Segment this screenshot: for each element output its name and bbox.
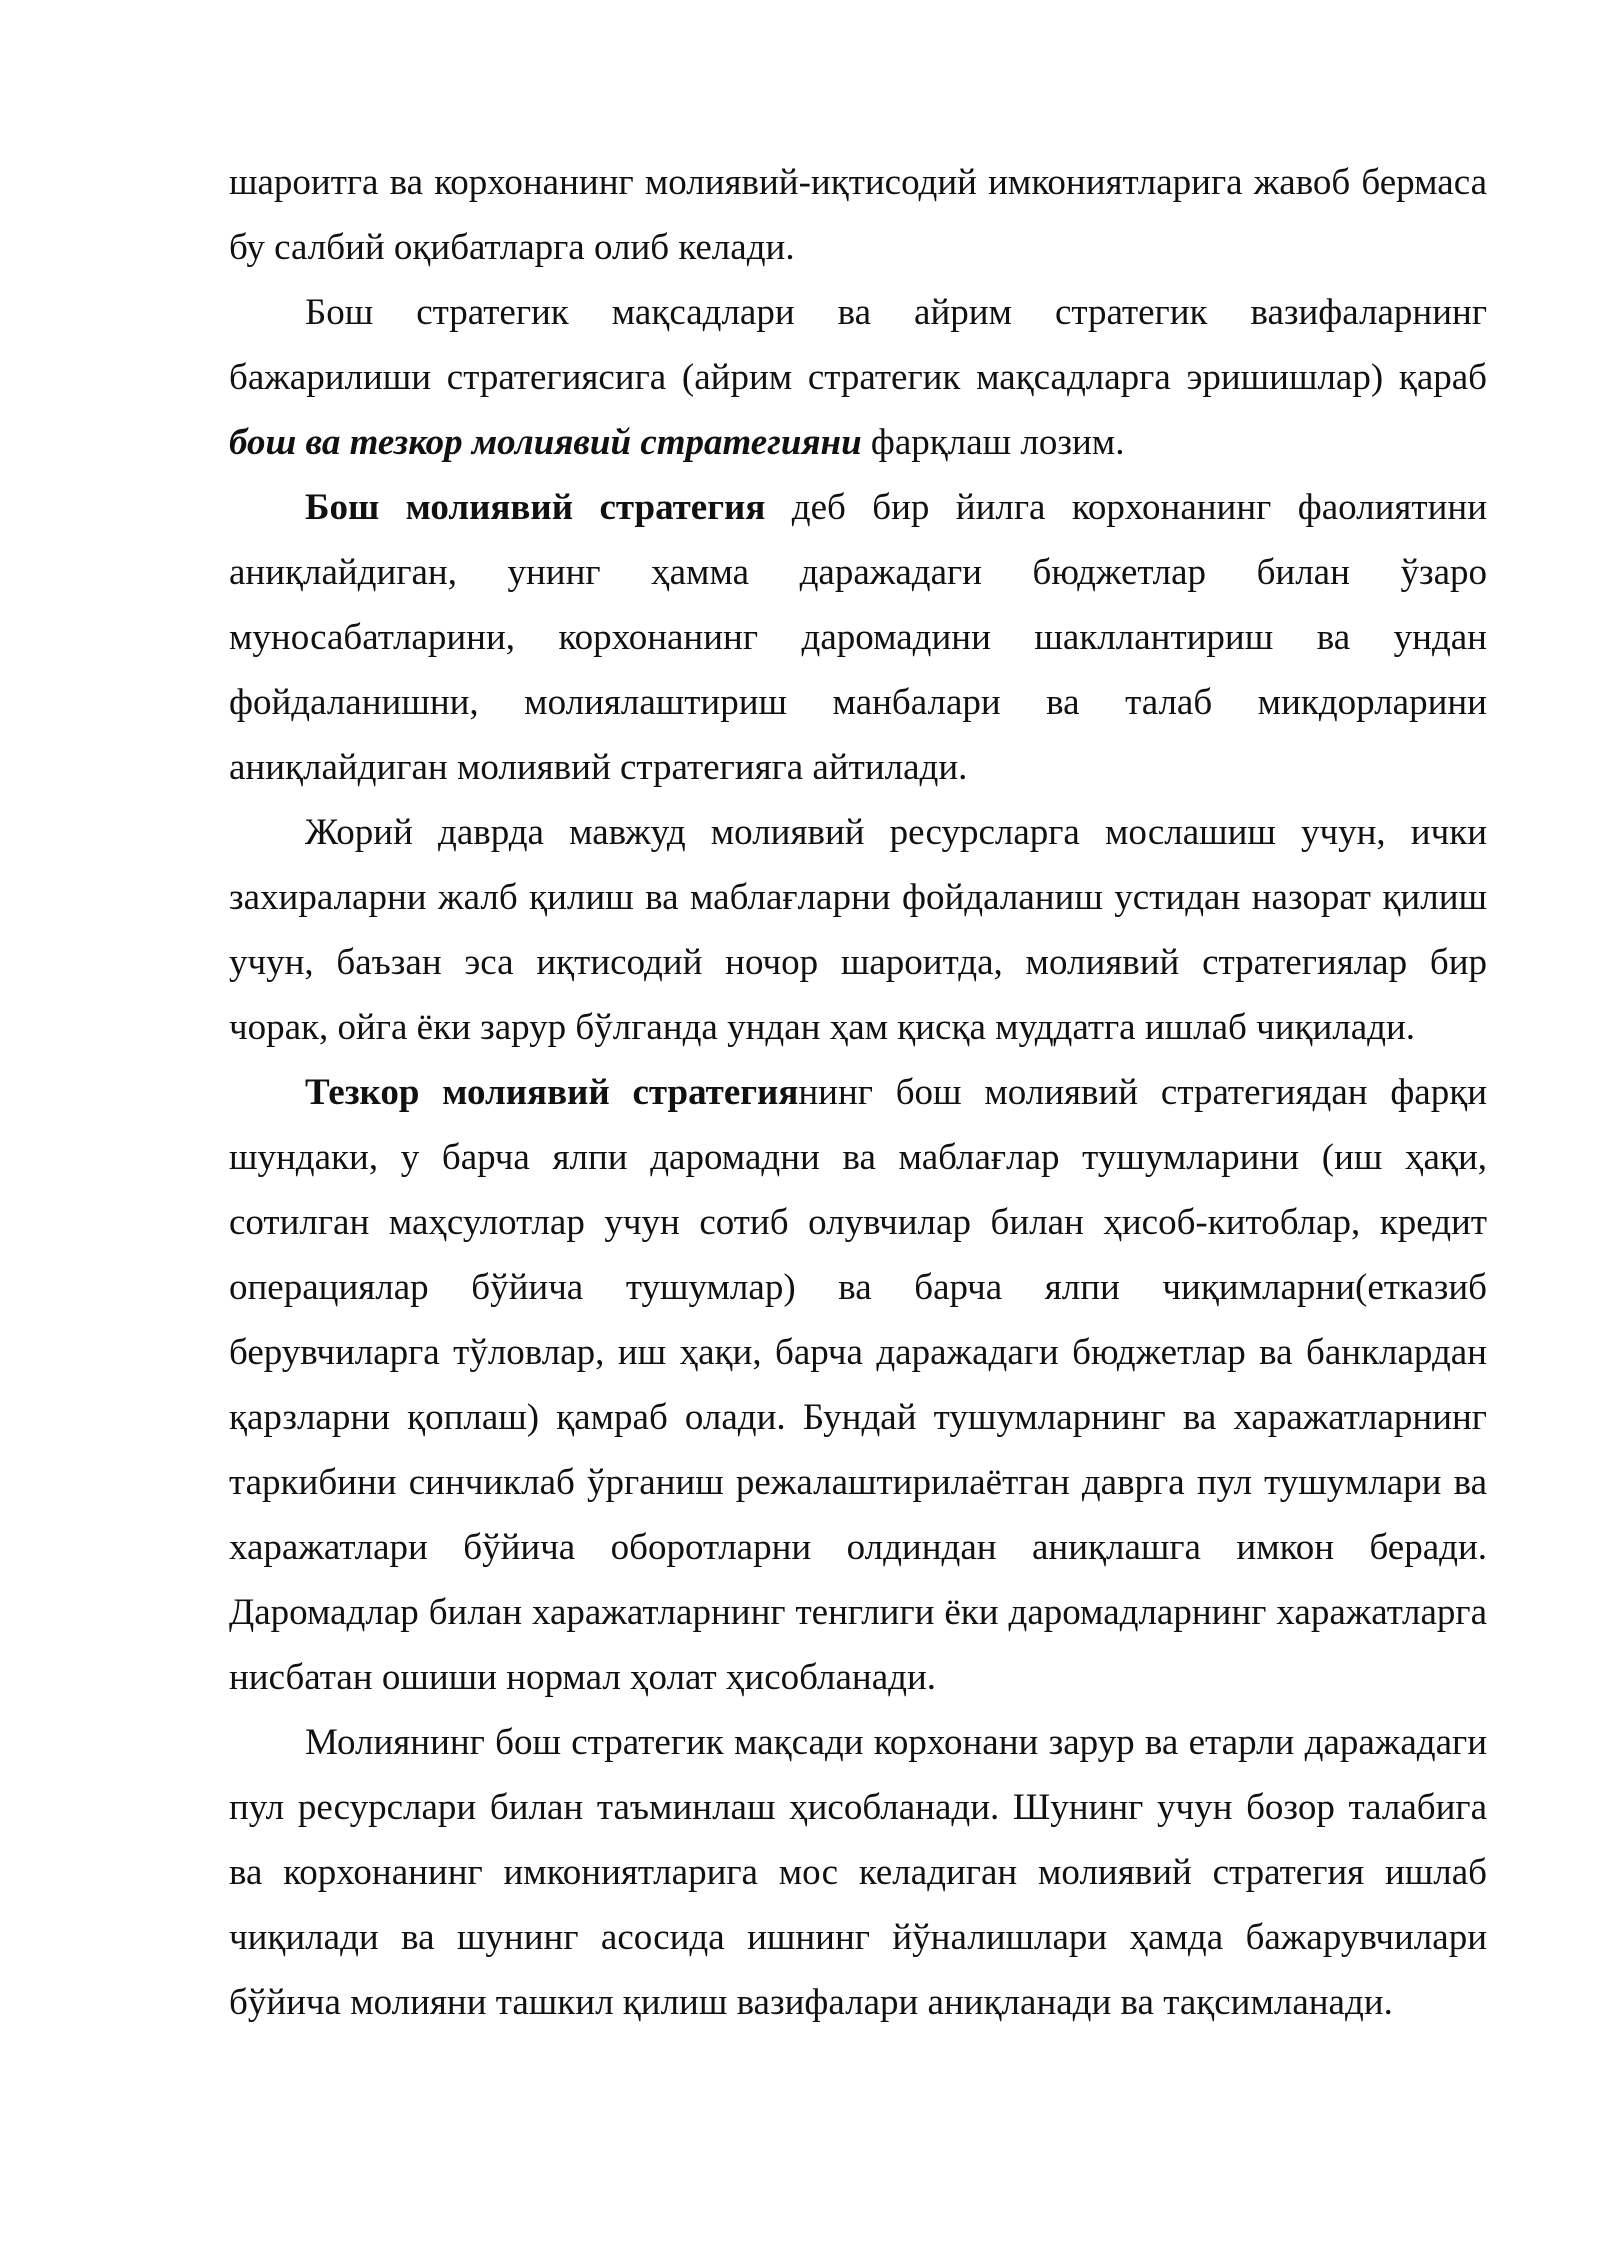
defined-term: Бош молиявий стратегия — [305, 487, 766, 528]
paragraph-text: шароитга ва корхонанинг молиявий-иқтисодий имкониятларига жавоб бермаса бу салбий оқибатларга олиб келади. — [229, 162, 1487, 268]
paragraph-5 — [229, 1060, 1487, 1710]
paragraph-text: Бош стратегик мақсадлари ва айрим стратегик вазифаларнинг бажарилиши стратегиясига (айрим стратегик мақсадларга эришишлар) қараб — [229, 292, 1487, 398]
paragraph-text: деб бир йилга корхонанинг фаолиятини аниқлайдиган, унинг ҳамма даражадаги бюджетлар билан ўзаро муносабатларини, корхонанинг даромадини шакллантириш ва ундан фойдаланишни, молиялаштириш манбалари ва талаб микдорларини аниқлайдиган молиявий стратегияга айтилади. — [229, 487, 1487, 788]
document-page — [229, 150, 1487, 2035]
paragraph-text: Молиянинг бош стратегик мақсади корхонани зарур ва етарли даражадаги пул ресурслари билан таъминлаш ҳисобланади. Шунинг учун бозор талабига ва корхонанинг имкониятларига мос келадиган молиявий стратегия ишлаб чиқилади ва шунинг асосида ишнинг йўналишлари ҳамда бажарувчилари бўйича молияни ташкил қилиш вазифалари аниқланади ва тақсимланади. — [229, 1722, 1487, 2023]
paragraph-2 — [229, 280, 1487, 475]
paragraph-text: Жорий даврда мавжуд молиявий ресурсларга мослашиш учун, ички захираларни жалб қилиш ва маблағларни фойдаланиш устидан назорат қилиш учун, баъзан эса иқтисодий ночор шароитда, молиявий стратегиялар бир чорак, ойга ёки зарур бўлганда ундан ҳам қисқа муддатга ишлаб чиқилади. — [229, 812, 1487, 1048]
paragraph-text: нинг бош молиявий стратегиядан фарқи шундаки, у барча ялпи даромадни ва маблағлар тушумларини (иш ҳақи, сотилган маҳсулотлар учун сотиб олувчилар билан ҳисоб-китоблар, кредит операциялар бўйича тушумлар) ва барча ялпи чиқимларни(етказиб берувчиларга тўловлар, иш ҳақи, барча даражадаги бюджетлар ва банклардан қарзларни қоплаш) қамраб олади. Бундай тушумларнинг ва харажатларнинг таркибини синчиклаб ўрганиш режалаштирилаётган даврга пул тушумлари ва харажатлари бўйича оборотларни олдиндан аниқлашга имкон беради. Даромадлар билан харажатларнинг тенглиги ёки даромадларнинг харажатларга нисбатан ошиши нормал ҳолат ҳисобланади. — [229, 1072, 1487, 1698]
paragraph-6 — [229, 1710, 1487, 2035]
paragraph-1 — [229, 150, 1487, 280]
paragraph-text: фарқлаш лозим. — [861, 422, 1125, 463]
paragraph-3 — [229, 475, 1487, 800]
paragraph-4 — [229, 800, 1487, 1060]
emphasized-term: бош ва тезкор молиявий стратегияни — [229, 422, 862, 463]
defined-term: Тезкор молиявий стратегия — [305, 1072, 799, 1113]
